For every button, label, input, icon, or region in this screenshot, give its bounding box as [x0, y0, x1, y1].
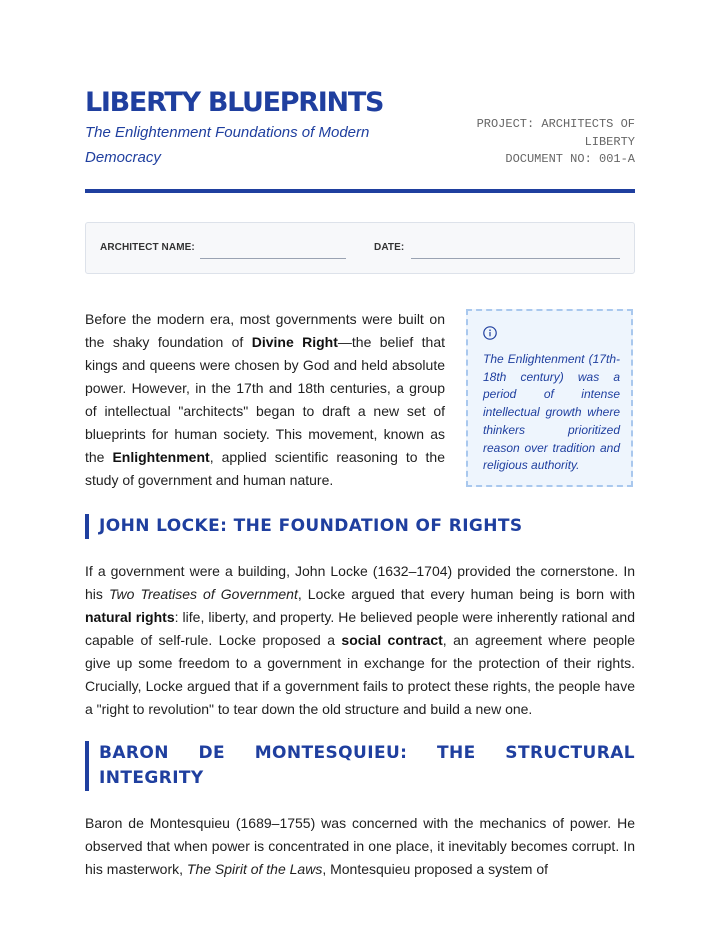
date-label: DATE: [374, 242, 405, 253]
locke-text-2: , Locke argued that every human being is born with [297, 586, 635, 602]
intro-text-3: , applied scientific reasoning to the study of government and human nature. [85, 449, 445, 488]
header-divider [85, 189, 635, 193]
document-number: DOCUMENT NO: 001-A [505, 152, 635, 166]
intro-bold-divine-right: Divine Right [251, 334, 338, 350]
montesquieu-text-1: Baron de Montesquieu (1689–1755) was concerned with the mechanics of power. He observed that when power is concentrated in one place, it inevitably becomes corrupt. In his masterwork, [85, 815, 635, 877]
locke-italic-treatises: Two Treatises of Government [108, 586, 298, 602]
locke-text-3: : life, liberty, and property. He believed people were inherently rational and capable of self-rule. Locke proposed a [85, 609, 635, 648]
section-heading-montesquieu: BARON DE MONTESQUIEU: THE STRUCTURAL INTEGRITY [85, 741, 635, 791]
montesquieu-text-2: , Montesquieu proposed a system of [322, 861, 549, 877]
locke-bold-social-contract: social contract [341, 632, 443, 648]
student-info-bar [85, 222, 635, 274]
info-callout [466, 309, 633, 487]
date-field[interactable] [411, 258, 620, 259]
intro-bold-enlightenment: Enlightenment [112, 449, 210, 465]
montesquieu-italic-spirit-of-laws: The Spirit of the Laws [186, 861, 323, 877]
info-icon [483, 326, 497, 340]
locke-text-1: If a government were a building, John Locke (1632–1704) provided the cornerstone. In his [85, 563, 635, 602]
document-header [85, 0, 635, 192]
project-name-line-2: LIBERTY [584, 134, 635, 149]
locke-bold-natural-rights: natural rights [85, 609, 175, 625]
intro-text-1: Before the modern era, most governments were built on the shaky foundation of [85, 311, 445, 350]
project-meta [445, 116, 635, 169]
intro-text-2: —the belief that kings and queens were chosen by God and held absolute power. However, in the 17th and 18th centuries, a group of intellectual "architects" began to draft a new set of blueprints for human society. This movement, known as the [85, 334, 445, 465]
callout-text: The Enlightenment (17th-18th century) was a period of intense intellectual growth where thinkers prioritized reason over tradition and religious authority. [483, 352, 620, 473]
project-name-line-1: PROJECT: ARCHITECTS OF [476, 117, 635, 131]
document-title: LIBERTY BLUEPRINTS [85, 87, 384, 118]
section-heading-locke: JOHN LOCKE: THE FOUNDATION OF RIGHTS [85, 514, 635, 539]
intro-paragraph [85, 308, 445, 492]
architect-name-field[interactable] [200, 258, 346, 259]
locke-text-4: , an agreement where people give up some freedom to a government in exchange for the protection of their rights. Crucially, Locke argued that if a government fails to protect these rights, the people have a "right to revolution" to tear down the old structure and build a new one. [85, 632, 635, 717]
document-subtitle: The Enlightenment Foundations of Modern Democracy [85, 124, 370, 166]
montesquieu-paragraph [85, 812, 635, 881]
architect-name-label: ARCHITECT NAME: [100, 242, 195, 253]
locke-paragraph [85, 560, 635, 721]
document-page [85, 0, 635, 877]
